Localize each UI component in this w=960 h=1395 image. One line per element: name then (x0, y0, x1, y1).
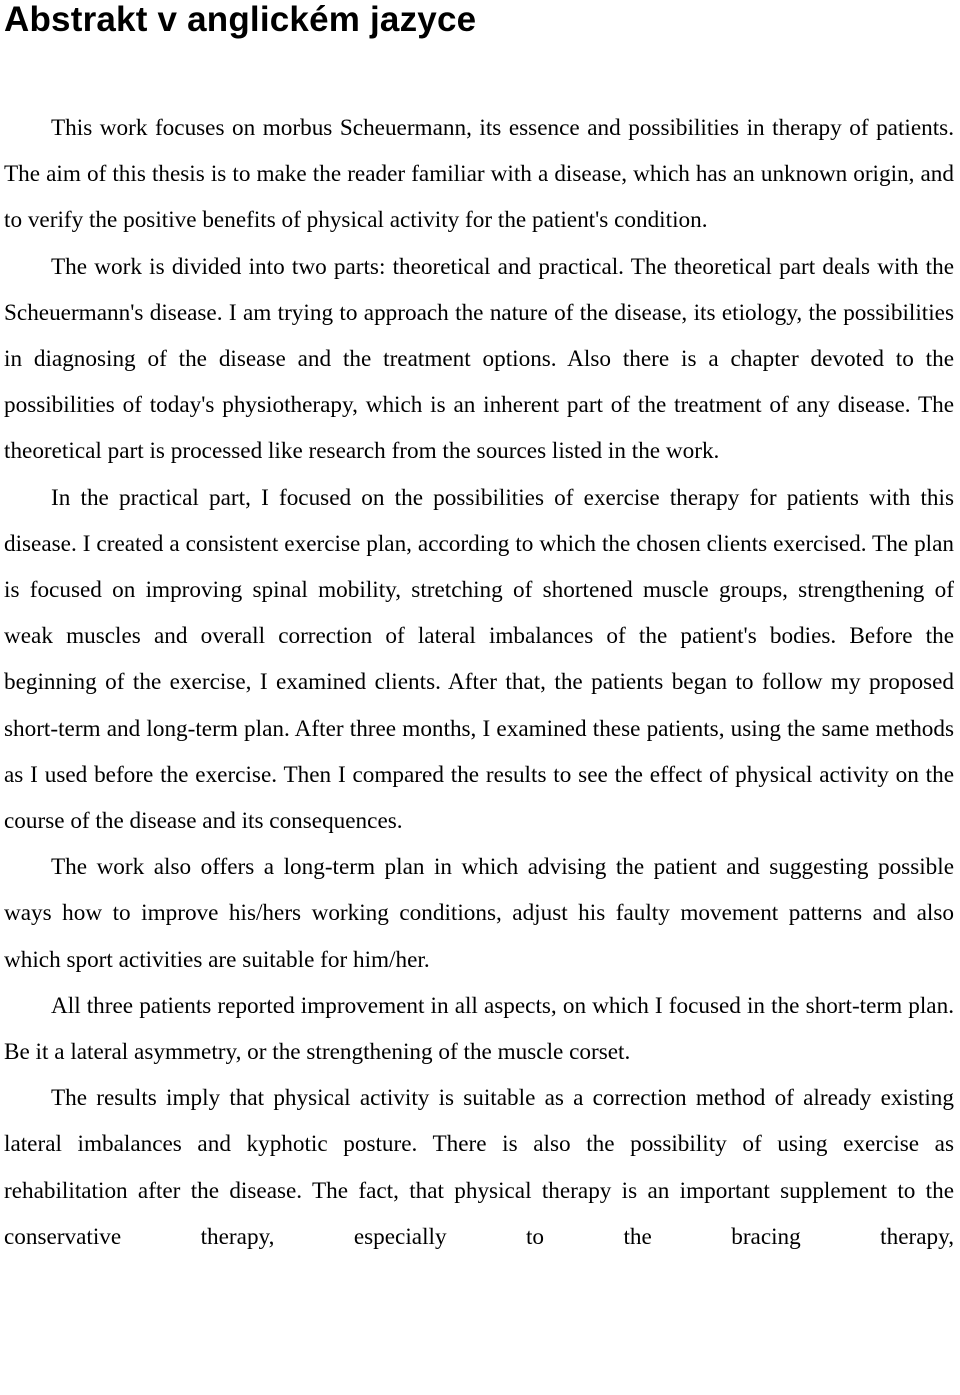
paragraph: In the practical part, I focused on the possibilities of exercise therapy for patients with this disease. I created a consistent exercise plan, according to which the chosen clients exercised. The plan is focused on improving spinal mobility, stretching of shortened muscle groups, strengthening of weak muscles and overall correction of lateral imbalances of the patient's bodies. Before the beginning of the exercise, I examined clients. After that, the patients began to follow my proposed short-term and long-term plan. After three months, I examined these patients, using the same methods as I used before the exercise. Then I compared the results to see the effect of physical activity on the course of the disease and its consequences. (4, 484, 954, 835)
page-title: Abstrakt v anglickém jazyce (4, 0, 477, 39)
paragraph: All three patients reported improvement in all aspects, on which I focused in the short-term plan. Be it a lateral asymmetry, or the strengthening of the muscle corset. (4, 992, 954, 1066)
abstract-body (4, 105, 954, 1260)
paragraph: The results imply that physical activity is suitable as a correction method of already existing lateral imbalances and kyphotic posture. There is also the possibility of using exercise as rehabilitation after the disease. The fact, that physical therapy is an important supplement to the conservative therapy, especially to the bracing therapy, (4, 1085, 954, 1250)
paragraph: This work focuses on morbus Scheuermann, its essence and possibilities in therapy of patients. The aim of this thesis is to make the reader familiar with a disease, which has an unknown origin, and to verify the positive benefits of physical activity for the patient's condition. (4, 115, 954, 234)
paragraph: The work also offers a long-term plan in which advising the patient and suggesting possible ways how to improve his/hers working conditions, adjust his faulty movement patterns and also which sport activities are suitable for him/her. (4, 854, 954, 973)
paragraph: The work is divided into two parts: theoretical and practical. The theoretical part deals with the Scheuermann's disease. I am trying to approach the nature of the disease, its etiology, the possibilities in diagnosing of the disease and the treatment options. Also there is a chapter devoted to the possibilities of today's physiotherapy, which is an inherent part of the treatment of any disease. The theoretical part is processed like research from the sources listed in the work. (4, 253, 954, 465)
